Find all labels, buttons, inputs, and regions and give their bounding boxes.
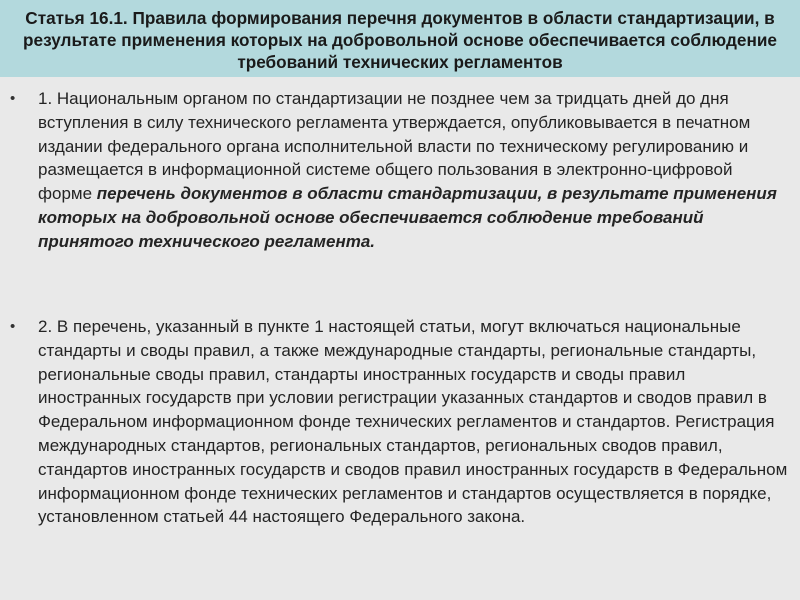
bullet-icon: •: [10, 90, 16, 107]
bullet-item-1: [10, 87, 790, 254]
title-bar: [0, 0, 800, 77]
bullet-1-text: 1. Национальным органом по стандартизации не позднее чем за тридцать дней до дня вступления в силу технического регламента утверждается, опубликовывается в печатном издании федерального органа исполнительной власти по техническому регулированию и размещается в информационной системе общего пользования в электронно-цифровой форме: [38, 89, 751, 204]
bullet-1-emphasis: перечень документов в области стандартизации, в результате применения которых на добровольной основе обеспечивается соблюдение требований принятого технического регламента.: [38, 184, 777, 251]
bullet-icon: •: [10, 318, 16, 335]
slide-title: Статья 16.1. Правила формирования перечня документов в области стандартизации, в результате применения которых на добровольной основе обеспечивается соблюдение требований технических регламентов: [23, 8, 777, 72]
bullet-item-2: [10, 315, 790, 529]
bullet-2-text: 2. В перечень, указанный в пункте 1 настоящей статьи, могут включаться национальные стандарты и своды правил, а также международные стандарты, региональные стандарты, региональные своды правил, стандарты иностранных государств и своды правил иностранных государств при условии регистрации указанных стандартов и сводов правил в Федеральном информационном фонде технических регламентов и стандартов. Регистрация международных стандартов, региональных стандартов, региональных сводов правил, стандартов иностранных государств и сводов правил иностранных государств в Федеральном информационном фонде технических регламентов и стандартов осуществляется в порядке, установленном статьей 44 настоящего Федерального закона.: [38, 317, 788, 527]
